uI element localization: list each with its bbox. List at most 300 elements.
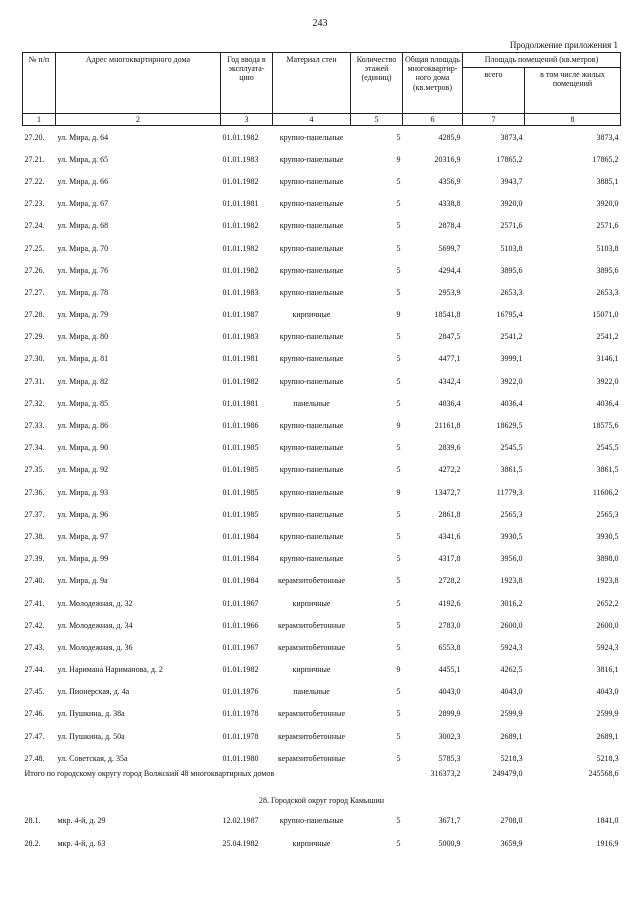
row-area-all: 3895,6 [500,265,523,275]
row-area-all: 3659,9 [500,839,523,849]
row-area-living: 4043,0 [596,687,619,697]
table-row [23,437,621,459]
col-number: 4 [273,114,351,126]
row-year: 12.02.1987 [222,816,259,826]
row-floors: 5 [396,509,401,519]
table-row [23,681,621,703]
table-row [23,193,621,215]
row-walls: крупно-панельные [279,221,344,231]
row-total-area: 2878,4 [438,221,461,231]
row-walls: керамзитобетонные [277,709,346,719]
row-total-area: 4338,8 [438,199,461,209]
row-num: 27.44. [24,665,45,675]
row-address: ул. Пионерская, д. 4а [57,687,130,697]
row-address: ул. Мира, д. 92 [57,465,109,475]
table-row [23,481,621,503]
table-row [23,809,621,832]
row-year: 01.01.1983 [222,332,259,342]
row-year: 01.01.1978 [222,709,259,719]
row-walls: крупно-панельные [279,176,344,186]
col-number: 2 [56,114,221,126]
row-floors: 5 [396,554,401,564]
row-walls: крупно-панельные [279,465,344,475]
row-year: 01.01.1982 [222,221,259,231]
row-area-all: 17865,2 [496,154,523,164]
row-num: 27.34. [24,443,45,453]
row-total-area: 5699,7 [438,243,461,253]
row-year: 01.01.1984 [222,531,259,541]
table-row [23,170,621,192]
row-area-living: 15071,0 [592,310,619,320]
row-walls: крупно-панельные [279,421,344,431]
row-address: ул. Мира, д. 66 [57,176,109,186]
row-area-all: 4043,0 [500,687,523,697]
row-area-all: 3999,1 [500,354,523,364]
row-num: 27.26. [24,265,45,275]
row-area-living: 5924,3 [596,642,619,652]
row-floors: 5 [396,839,401,849]
col-number: 1 [23,114,56,126]
housing-table [22,52,621,855]
row-area-living: 1923,8 [596,576,619,586]
row-year: 01.01.1983 [222,287,259,297]
row-total-area: 4285,9 [438,132,461,142]
row-total-area: 4342,4 [438,376,461,386]
row-num: 27.31. [24,376,45,386]
header-floors: Количество этажей (единиц) [351,53,403,114]
row-area-living: 2689,1 [596,731,619,741]
row-address: ул. Мира, д. 79 [57,310,109,320]
row-num: 27.32. [24,398,45,408]
col-number: 3 [221,114,273,126]
row-walls: крупно-панельные [279,332,344,342]
table-row [23,548,621,570]
table-row [23,614,621,636]
row-area-all: 2689,1 [500,731,523,741]
table-row [23,281,621,303]
row-year: 01.01.1987 [222,310,259,320]
row-floors: 5 [396,731,401,741]
row-area-living: 2653,3 [596,287,619,297]
row-year: 01.01.1981 [222,199,259,209]
row-area-living: 3895,6 [596,265,619,275]
row-area-all: 3016,2 [500,598,523,608]
row-address: ул. Мира, д. 78 [57,287,109,297]
row-area-living: 3885,1 [596,176,619,186]
row-year: 01.01.1984 [222,554,259,564]
row-year: 01.01.1985 [222,443,259,453]
row-num: 27.25. [24,243,45,253]
col-number: 5 [351,114,403,126]
row-area-living: 3930,5 [596,531,619,541]
row-area-living: 18575,6 [592,421,619,431]
row-area-all: 3930,5 [500,531,523,541]
row-address: ул. Мира, д. 70 [57,243,109,253]
row-area-all: 1923,8 [500,576,523,586]
row-address: ул. Мира, д. 80 [57,332,109,342]
table-row [23,592,621,614]
row-total-area: 2899,9 [438,709,461,719]
row-num: 27.48. [24,753,45,763]
row-total-area: 2839,6 [438,443,461,453]
row-area-all: 3943,7 [500,176,523,186]
row-floors: 5 [396,642,401,652]
row-year: 01.01.1976 [222,687,259,697]
row-num: 27.21. [24,154,45,164]
table-row [23,570,621,592]
section-title: 28. Городской округ город Камышин [259,795,384,805]
header-address: Адрес многоквартирного дома [56,53,221,114]
table-row [23,636,621,658]
total-living-sum: 245568,6 [588,769,619,779]
row-floors: 5 [396,176,401,186]
table-row [23,326,621,348]
row-total-area: 4043,0 [438,687,461,697]
row-total-area: 4356,9 [438,176,461,186]
row-total-area: 4455,1 [438,665,461,675]
row-year: 01.01.1983 [222,154,259,164]
row-area-all: 4262,5 [500,665,523,675]
row-total-area: 2953,9 [438,287,461,297]
row-area-living: 2565,3 [596,509,619,519]
row-floors: 5 [396,620,401,630]
row-floors: 5 [396,531,401,541]
row-num: 28.2. [24,839,41,849]
row-year: 01.01.1966 [222,620,259,630]
header-year: Год ввода в эксплуата-цию [221,53,273,114]
row-walls: крупно-панельные [279,243,344,253]
table-body-section-28 [23,809,621,855]
row-year: 01.01.1982 [222,265,259,275]
row-walls: крупно-панельные [279,132,344,142]
row-floors: 5 [396,243,401,253]
row-total-area: 4294,4 [438,265,461,275]
table-row [23,525,621,547]
table-row [23,392,621,414]
row-num: 27.22. [24,176,45,186]
row-year: 01.01.1967 [222,642,259,652]
row-area-all: 2599,9 [500,709,523,719]
row-walls: панельные [293,398,330,408]
row-address: мкр. 4-й, д. 29 [57,816,106,826]
row-total-area: 4317,8 [438,554,461,564]
row-floors: 5 [396,598,401,608]
row-address: ул. Мира, д. 96 [57,509,109,519]
row-area-living: 11606,2 [592,487,619,497]
row-address: ул. Советская, д. 35а [57,753,128,763]
row-area-living: 3873,4 [596,132,619,142]
row-year: 25.04.1982 [222,839,259,849]
row-address: ул. Мира, д. 82 [57,376,109,386]
total-label: Итого по городскому округу город Волжский 48 многоквартирных домов [24,769,275,779]
table-row [23,148,621,170]
row-walls: крупно-панельные [279,487,344,497]
row-num: 27.37. [24,509,45,519]
row-address: ул. Мира, д. 85 [57,398,109,408]
row-area-all: 2565,3 [500,509,523,519]
row-area-living: 4036,4 [596,398,619,408]
row-num: 27.33. [24,421,45,431]
row-year: 01.01.1985 [222,487,259,497]
row-address: ул. Мира, д. 76 [57,265,109,275]
header-living: в том числе жилых помещений [525,68,621,114]
total-row [23,769,621,791]
row-floors: 5 [396,354,401,364]
row-address: ул. Мира, д. 67 [57,199,109,209]
row-year: 01.01.1967 [222,598,259,608]
header-total-area: Общая площадь многоквартир-ного дома (кв.метров) [403,53,463,114]
row-area-all: 2545,5 [500,443,523,453]
row-area-all: 2541,2 [500,332,523,342]
row-num: 27.28. [24,310,45,320]
row-address: ул. Мира, д. 64 [57,132,109,142]
row-address: ул. Мира, д. 99 [57,554,109,564]
row-area-all: 3861,5 [500,465,523,475]
row-area-living: 3920,0 [596,199,619,209]
header-all: всего [463,68,525,114]
table-row [23,370,621,392]
row-floors: 5 [396,287,401,297]
row-area-living: 3146,1 [596,354,619,364]
table-row [23,304,621,326]
row-num: 27.39. [24,554,45,564]
row-address: ул. Мира, д. 81 [57,354,109,364]
row-floors: 5 [396,687,401,697]
table-row [23,659,621,681]
row-address: ул. Мира, д. 93 [57,487,109,497]
row-area-all: 16795,4 [496,310,523,320]
row-area-all: 3920,0 [500,199,523,209]
row-address: ул. Мира, д. 86 [57,421,109,431]
row-year: 01.01.1982 [222,176,259,186]
row-year: 01.01.1982 [222,376,259,386]
row-address: ул. Мира, д. 97 [57,531,109,541]
row-walls: керамзитобетонные [277,753,346,763]
row-walls: крупно-панельные [279,287,344,297]
row-num: 27.27. [24,287,45,297]
row-year: 01.01.1978 [222,731,259,741]
row-floors: 5 [396,332,401,342]
row-total-area: 4272,2 [438,465,461,475]
row-year: 01.01.1981 [222,354,259,364]
row-floors: 5 [396,816,401,826]
col-number: 8 [525,114,621,126]
row-num: 27.45. [24,687,45,697]
row-walls: крупно-панельные [279,554,344,564]
row-address: ул. Мира, д. 65 [57,154,109,164]
row-year: 01.01.1984 [222,576,259,586]
row-floors: 9 [396,665,401,675]
row-total-area: 3002,3 [438,731,461,741]
row-area-all: 3956,0 [500,554,523,564]
row-address: ул. Мира, д. 68 [57,221,109,231]
row-total-area: 2728,2 [438,576,461,586]
row-address: ул. Наримана Нариманова, д. 2 [57,665,163,675]
header-rooms-area: Площадь помещений (кв.метров) [463,53,621,68]
row-address: ул. Молодежная, д. 32 [57,598,133,608]
row-num: 27.38. [24,531,45,541]
row-floors: 5 [396,709,401,719]
row-area-living: 3898,0 [596,554,619,564]
row-walls: крупно-панельные [279,265,344,275]
row-walls: панельные [293,687,330,697]
row-area-all: 4036,4 [500,398,523,408]
row-walls: кирпичные [292,598,331,608]
row-area-living: 3861,5 [596,465,619,475]
table-row [23,459,621,481]
row-area-living: 5103,8 [596,243,619,253]
row-total-area: 4477,1 [438,354,461,364]
row-address: ул. Молодежная, д. 36 [57,642,133,652]
row-year: 01.01.1982 [222,665,259,675]
row-total-area: 5785,3 [438,753,461,763]
row-area-living: 2541,2 [596,332,619,342]
section-row [23,791,621,809]
column-numbers-row [23,114,621,126]
row-floors: 9 [396,310,401,320]
row-year: 01.01.1985 [222,465,259,475]
row-area-living: 17865,2 [592,154,619,164]
row-area-living: 2600,0 [596,620,619,630]
row-walls: крупно-панельные [279,154,344,164]
row-walls: крупно-панельные [279,816,344,826]
row-num: 27.30. [24,354,45,364]
row-area-living: 2599,9 [596,709,619,719]
table-row [23,725,621,747]
row-year: 01.01.1986 [222,421,259,431]
table-row [23,503,621,525]
row-total-area: 2783,0 [438,620,461,630]
total-area-sum: 316373,2 [430,769,461,779]
row-total-area: 2847,5 [438,332,461,342]
row-walls: крупно-панельные [279,376,344,386]
row-walls: крупно-панельные [279,354,344,364]
table-row [23,703,621,725]
row-area-all: 3873,4 [500,132,523,142]
row-area-all: 5103,8 [500,243,523,253]
row-walls: керамзитобетонные [277,576,346,586]
row-year: 01.01.1985 [222,509,259,519]
row-area-all: 2571,6 [500,221,523,231]
row-area-all: 3922,0 [500,376,523,386]
row-year: 01.01.1980 [222,753,259,763]
row-walls: кирпичные [292,310,331,320]
row-floors: 9 [396,487,401,497]
row-area-living: 2545,5 [596,443,619,453]
row-area-living: 1841,0 [596,816,619,826]
row-address: ул. Мира, д. 90 [57,443,109,453]
row-walls: керамзитобетонные [277,731,346,741]
row-num: 27.40. [24,576,45,586]
row-total-area: 21161,8 [434,421,461,431]
row-floors: 9 [396,154,401,164]
row-floors: 5 [396,443,401,453]
row-num: 27.43. [24,642,45,652]
total-all-sum: 249479,0 [492,769,523,779]
row-floors: 5 [396,265,401,275]
table-row [23,348,621,370]
row-num: 27.36. [24,487,45,497]
row-floors: 5 [396,376,401,386]
row-num: 27.20. [24,132,45,142]
row-walls: керамзитобетонные [277,642,346,652]
row-area-living: 5218,3 [596,753,619,763]
row-walls: крупно-панельные [279,199,344,209]
row-address: мкр. 4-й, д. 63 [57,839,106,849]
row-total-area: 4341,6 [438,531,461,541]
row-walls: кирпичные [292,665,331,675]
row-floors: 5 [396,753,401,763]
row-num: 27.46. [24,709,45,719]
row-num: 27.35. [24,465,45,475]
row-floors: 5 [396,465,401,475]
continuation-note: Продолжение приложения 1 [509,40,618,50]
row-area-living: 1916,9 [596,839,619,849]
row-area-all: 5924,3 [500,642,523,652]
row-num: 28.1. [24,816,41,826]
page-number: 243 [312,18,328,29]
row-area-all: 11779,3 [496,487,523,497]
table-row [23,126,621,149]
header-walls: Материал стен [273,53,351,114]
row-address: ул. Пушкина, д. 50а [57,731,125,741]
row-total-area: 5000,9 [438,839,461,849]
table-row [23,215,621,237]
row-total-area: 4192,6 [438,598,461,608]
row-floors: 5 [396,221,401,231]
row-walls: крупно-панельные [279,443,344,453]
row-area-living: 2571,6 [596,221,619,231]
row-address: ул. Молодежная, д. 34 [57,620,133,630]
table-body [23,126,621,770]
row-floors: 5 [396,398,401,408]
table-row [23,259,621,281]
row-area-all: 2653,3 [500,287,523,297]
row-floors: 9 [396,421,401,431]
row-area-all: 5218,3 [500,753,523,763]
col-number: 7 [463,114,525,126]
row-num: 27.41. [24,598,45,608]
row-area-living: 3922,0 [596,376,619,386]
row-num: 27.24. [24,221,45,231]
table-row [23,747,621,769]
row-address: ул. Мира, д. 9а [57,576,108,586]
row-floors: 5 [396,199,401,209]
header-num: № п/п [23,53,56,114]
table-row [23,414,621,436]
row-year: 01.01.1982 [222,243,259,253]
row-walls: крупно-панельные [279,509,344,519]
table-row [23,832,621,855]
row-address: ул. Пушкина, д. 38а [57,709,125,719]
row-num: 27.47. [24,731,45,741]
row-area-all: 18629,5 [496,421,523,431]
row-total-area: 3671,7 [438,816,461,826]
row-year: 01.01.1982 [222,132,259,142]
row-area-all: 2708,0 [500,816,523,826]
row-num: 27.42. [24,620,45,630]
row-area-living: 3816,1 [596,665,619,675]
row-num: 27.23. [24,199,45,209]
row-total-area: 20316,9 [434,154,461,164]
row-total-area: 4036,4 [438,398,461,408]
row-total-area: 2861,8 [438,509,461,519]
row-walls: керамзитобетонные [277,620,346,630]
row-total-area: 13472,7 [434,487,461,497]
row-area-all: 2600,0 [500,620,523,630]
row-total-area: 18541,8 [434,310,461,320]
row-floors: 5 [396,576,401,586]
